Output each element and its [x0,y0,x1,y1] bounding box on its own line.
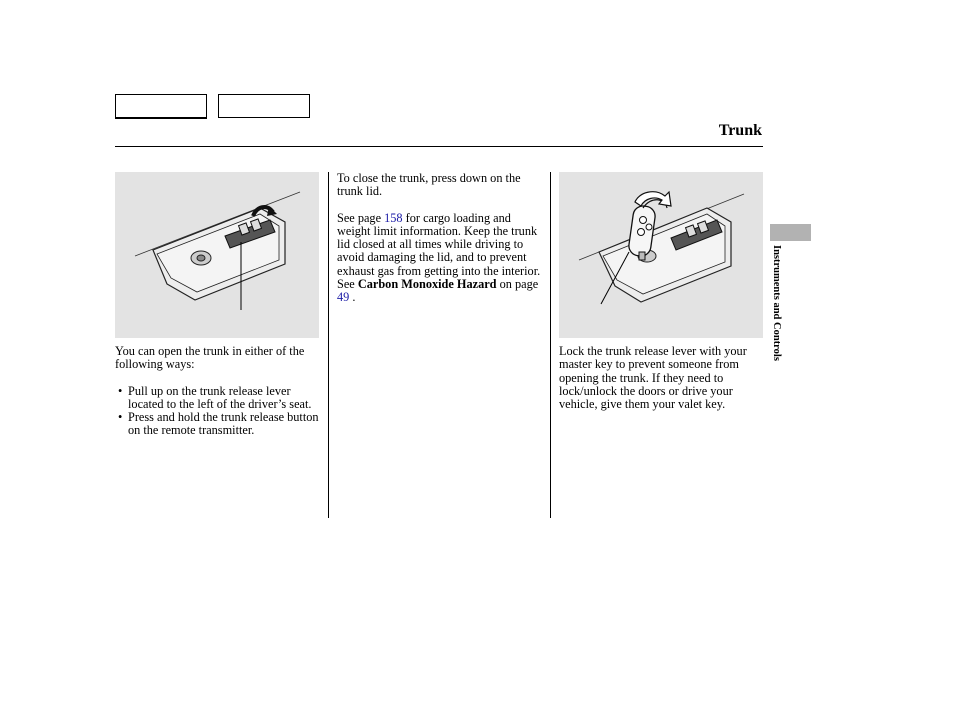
close-trunk-paragraph: To close the trunk, press down on the trunk lid. [337,171,521,199]
trunk-release-lever-illustration [115,172,319,338]
ways-to-open-list [115,385,320,438]
trunk-release-lever-drawing [115,172,319,338]
column-3-text [559,345,764,411]
cargo-text-a: See page [337,210,385,225]
header-rule [115,146,763,147]
lock-lever-paragraph: Lock the trunk release lever with your master key to prevent someone from opening the trunk. If they need to lock/unlock the doors or drive your vehicle, give them your valet key. [559,344,747,412]
cargo-paragraph [337,212,543,305]
page-link-49[interactable]: 49 [337,290,350,305]
list-item: • Pull up on the trunk release lever located to the left of the driver’s seat. [115,385,320,412]
carbon-monoxide-hazard-ref: Carbon Monoxide Hazard [357,277,497,292]
nav-button-previous[interactable] [115,94,207,118]
trunk-lock-key-illustration [559,172,763,338]
page-link-158[interactable]: 158 [384,210,403,225]
list-item: • Press and hold the trunk release button on the remote transmitter. [115,411,320,438]
nav-button-next[interactable] [218,94,310,118]
column-1-text [115,345,320,438]
column-2-text [337,172,543,305]
nav-underline [115,118,207,119]
trunk-lock-key-drawing [559,172,763,338]
cargo-text-b: for cargo loading and weight limit information. Keep the trunk lid closed at all times while driving to avoid damaging the lid, and to prevent exhaust gas from getting into the interior. See [337,210,541,292]
section-label: Instruments and Controls [771,245,782,361]
column-divider-2 [550,172,551,518]
column-divider-1 [328,172,329,518]
cargo-text-d: . [349,290,356,305]
column-1-intro: You can open the trunk in either of the following ways: [115,344,305,372]
page-title: Trunk [718,122,762,139]
cargo-text-c: on page [496,277,539,292]
section-tab[interactable] [770,224,811,241]
